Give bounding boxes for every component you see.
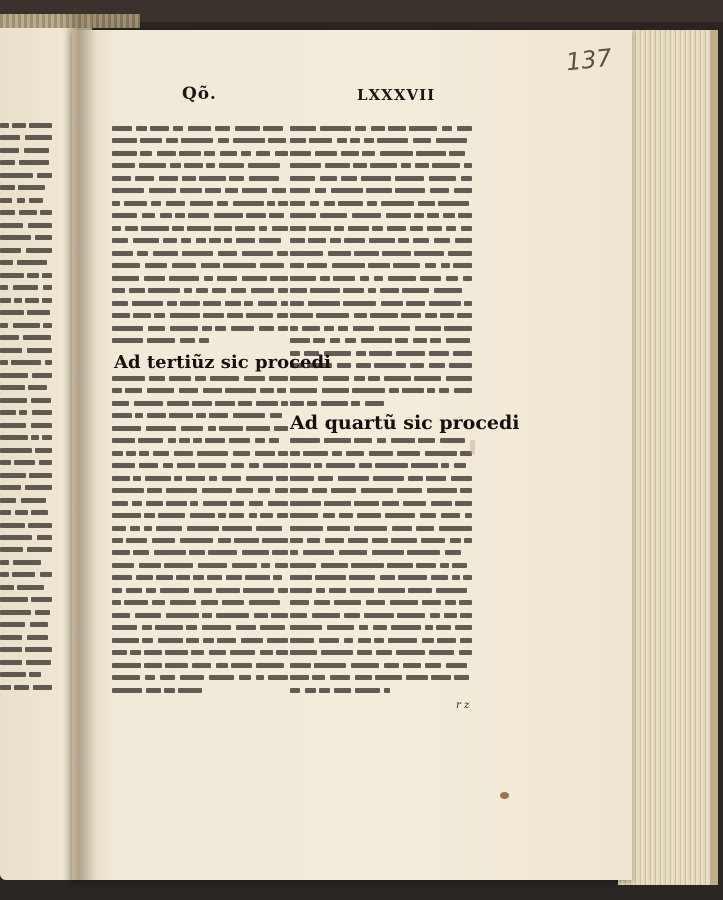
text-line <box>0 232 56 243</box>
text-line <box>0 170 56 181</box>
text-line <box>112 510 292 521</box>
text-line <box>0 669 56 680</box>
text-line <box>112 123 292 134</box>
text-line <box>290 298 476 309</box>
text-line <box>290 310 476 321</box>
text-line <box>290 647 476 658</box>
text-line <box>290 385 476 396</box>
running-head-left: Qõ. <box>182 84 217 104</box>
text-line <box>0 345 56 356</box>
text-line <box>290 123 476 134</box>
text-line <box>112 323 292 334</box>
text-line <box>290 585 476 596</box>
text-line <box>290 547 476 558</box>
text-line <box>112 685 292 696</box>
text-line <box>0 682 56 693</box>
left-page-text-fragment <box>0 120 56 700</box>
text-line <box>0 644 56 655</box>
text-line <box>290 248 476 259</box>
text-line <box>0 220 56 231</box>
text-line <box>0 382 56 393</box>
text-line <box>112 535 292 546</box>
text-line <box>112 622 292 633</box>
text-line <box>290 660 476 671</box>
text-line <box>290 635 476 646</box>
text-line <box>290 335 476 346</box>
text-line <box>0 395 56 406</box>
text-line <box>112 210 292 221</box>
text-line <box>290 323 476 334</box>
text-line <box>112 148 292 159</box>
text-line <box>0 257 56 268</box>
text-line <box>290 460 476 471</box>
text-line <box>290 560 476 571</box>
text-line <box>290 685 476 696</box>
text-line <box>290 273 476 284</box>
text-line <box>0 407 56 418</box>
text-line <box>0 357 56 368</box>
text-line <box>290 185 476 196</box>
text-line <box>290 210 476 221</box>
text-line <box>112 185 292 196</box>
text-line <box>112 560 292 571</box>
text-line <box>290 373 476 384</box>
text-line <box>0 582 56 593</box>
text-line <box>290 498 476 509</box>
text-line <box>0 607 56 618</box>
text-line <box>112 235 292 246</box>
text-line <box>112 285 292 296</box>
text-line <box>0 420 56 431</box>
text-line <box>0 470 56 481</box>
text-line <box>290 448 476 459</box>
text-line <box>290 523 476 534</box>
text-line <box>0 457 56 468</box>
text-line <box>0 120 56 131</box>
text-line <box>112 635 292 646</box>
text-line <box>290 173 476 184</box>
text-line <box>290 510 476 521</box>
text-column-left <box>112 123 292 705</box>
text-line <box>112 223 292 234</box>
text-line <box>0 507 56 518</box>
page-edges <box>618 30 718 885</box>
text-line <box>112 298 292 309</box>
text-line <box>112 273 292 284</box>
text-line <box>112 585 292 596</box>
text-line <box>0 282 56 293</box>
text-line <box>112 173 292 184</box>
text-line <box>0 569 56 580</box>
text-line <box>0 619 56 630</box>
text-line <box>290 610 476 621</box>
text-line <box>112 448 292 459</box>
text-line <box>0 557 56 568</box>
text-line <box>112 523 292 534</box>
text-line <box>112 423 292 434</box>
text-line <box>290 398 476 409</box>
text-line <box>112 647 292 658</box>
text-line <box>290 597 476 608</box>
text-line <box>112 260 292 271</box>
text-line <box>112 460 292 471</box>
section-heading-tertium: Ad tertiũz sic procedi <box>114 352 331 373</box>
text-line <box>112 248 292 259</box>
text-line <box>112 160 292 171</box>
text-line <box>0 245 56 256</box>
text-line <box>112 310 292 321</box>
text-line <box>290 435 476 446</box>
folio-number: 137 <box>564 43 614 77</box>
text-line <box>290 622 476 633</box>
text-line <box>0 145 56 156</box>
text-line <box>0 132 56 143</box>
text-line <box>0 320 56 331</box>
text-line <box>112 485 292 496</box>
text-line <box>0 532 56 543</box>
ink-stain <box>500 792 509 799</box>
text-line <box>112 597 292 608</box>
text-line <box>0 445 56 456</box>
text-line <box>290 535 476 546</box>
text-line <box>0 432 56 443</box>
text-line <box>112 572 292 583</box>
text-line <box>0 520 56 531</box>
text-line <box>290 235 476 246</box>
text-line <box>112 435 292 446</box>
text-line <box>112 672 292 683</box>
text-line <box>112 385 292 396</box>
text-line <box>290 572 476 583</box>
text-line <box>0 632 56 643</box>
text-line <box>0 482 56 493</box>
text-line <box>0 544 56 555</box>
section-heading-quartum: Ad quartũ sic procedi <box>290 412 520 434</box>
text-line <box>0 332 56 343</box>
signature-mark: r z <box>456 700 470 711</box>
gutter-shadow <box>62 14 96 880</box>
text-line <box>290 260 476 271</box>
text-line <box>112 610 292 621</box>
text-line <box>0 157 56 168</box>
text-line <box>290 148 476 159</box>
text-line <box>112 473 292 484</box>
text-line <box>112 660 292 671</box>
text-line <box>290 285 476 296</box>
text-line <box>112 410 292 421</box>
text-line <box>112 335 292 346</box>
text-line <box>0 307 56 318</box>
text-line <box>112 198 292 209</box>
text-line <box>0 370 56 381</box>
running-head-right: LXXXVII <box>357 86 436 104</box>
text-line <box>112 547 292 558</box>
text-line <box>0 207 56 218</box>
text-line <box>290 485 476 496</box>
text-line <box>0 295 56 306</box>
text-line <box>290 160 476 171</box>
text-line <box>290 672 476 683</box>
text-line <box>290 223 476 234</box>
text-line <box>112 135 292 146</box>
rubric-mark <box>470 440 475 454</box>
text-line <box>290 198 476 209</box>
text-line <box>290 473 476 484</box>
text-line <box>112 398 292 409</box>
text-line <box>290 135 476 146</box>
text-line <box>0 270 56 281</box>
text-line <box>112 373 292 384</box>
text-line <box>112 498 292 509</box>
text-line <box>0 182 56 193</box>
text-line <box>0 657 56 668</box>
text-line <box>0 594 56 605</box>
text-line <box>0 495 56 506</box>
text-line <box>0 195 56 206</box>
